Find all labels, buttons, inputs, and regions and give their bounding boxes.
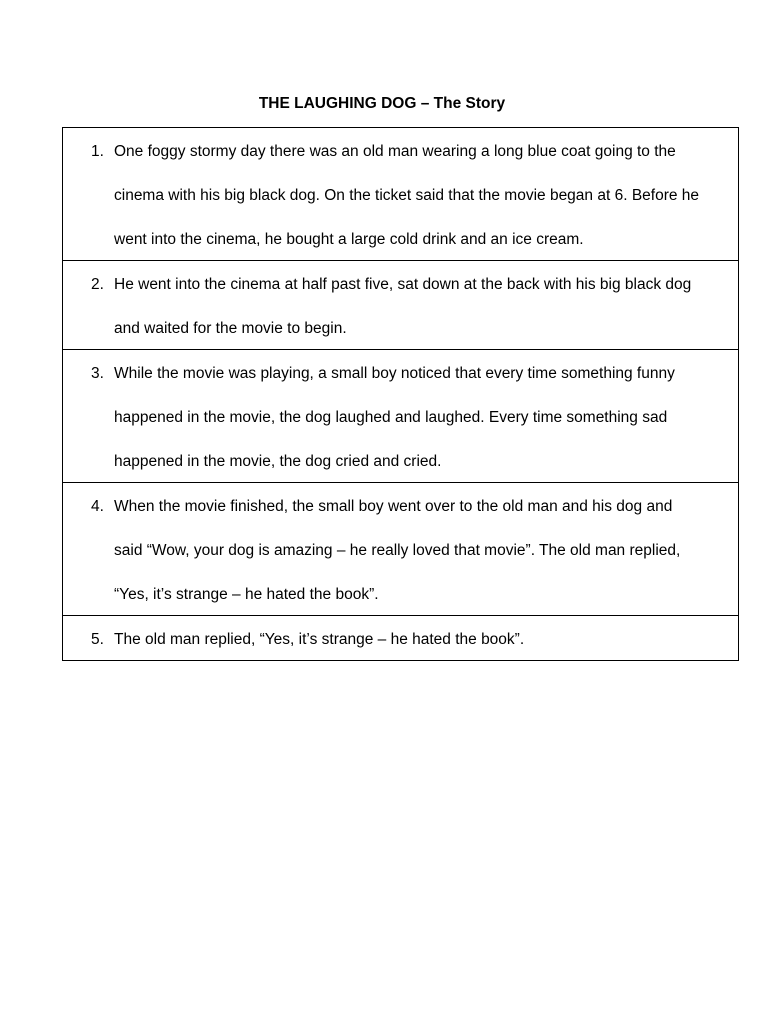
text-line: said “Wow, your dog is amazing – he really loved that movie”. The old man replied,: [114, 542, 681, 559]
text-line: “Yes, it’s strange – he hated the book”.: [114, 586, 379, 603]
item-text: [114, 263, 726, 351]
story-row-2: [63, 260, 738, 349]
item-text: [114, 352, 726, 484]
item-number: 5.: [91, 631, 104, 648]
item-text: [114, 130, 726, 262]
text-line: happened in the movie, the dog cried and cried.: [114, 453, 442, 470]
story-row-4: [63, 482, 738, 615]
item-number: 2.: [91, 276, 104, 293]
text-line: While the movie was playing, a small boy noticed that every time something funny: [114, 365, 675, 382]
item-number: 1.: [91, 143, 104, 160]
item-text: [114, 618, 726, 662]
text-line: When the movie finished, the small boy went over to the old man and his dog and: [114, 498, 673, 515]
story-row-1: [63, 128, 738, 260]
text-line: One foggy stormy day there was an old man wearing a long blue coat going to the: [114, 143, 676, 160]
text-line: went into the cinema, he bought a large cold drink and an ice cream.: [114, 231, 584, 248]
story-table: [62, 127, 739, 661]
text-line: He went into the cinema at half past five, sat down at the back with his big black dog: [114, 276, 692, 293]
item-text: [114, 485, 726, 617]
text-line: happened in the movie, the dog laughed and laughed. Every time something sad: [114, 409, 668, 426]
text-line: The old man replied, “Yes, it’s strange – he hated the book”.: [114, 631, 525, 648]
text-line: cinema with his big black dog. On the ticket said that the movie began at 6. Before he: [114, 187, 700, 204]
item-number: 4.: [91, 498, 104, 515]
story-row-5: [63, 615, 738, 660]
story-row-3: [63, 349, 738, 482]
item-number: 3.: [91, 365, 104, 382]
text-line: and waited for the movie to begin.: [114, 320, 347, 337]
document-title: THE LAUGHING DOG – The Story: [258, 95, 506, 112]
